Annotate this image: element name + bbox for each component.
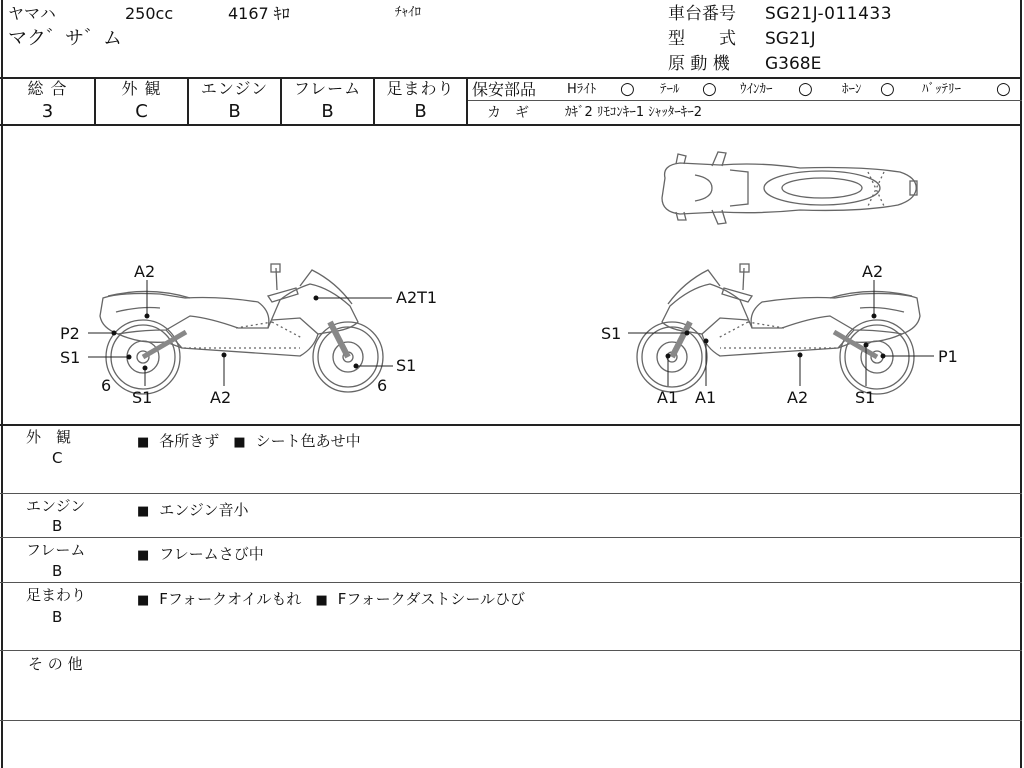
safety-item-winker: ｳｲﾝｶｰ (740, 82, 773, 97)
model-name: マク゛サ゛ム (8, 27, 123, 49)
type-value: SG21J (765, 29, 816, 49)
divider (0, 650, 1022, 651)
scooter-right-side-view (637, 264, 920, 394)
divider (0, 424, 1022, 426)
damage-label: 6 (377, 376, 388, 395)
score-label-engine: エンジン (200, 79, 269, 98)
safety-mark-horn: ○ (880, 79, 895, 99)
score-label-exterior: 外 観 (121, 79, 162, 98)
remark-note: ■ シート色あせ中 (233, 430, 360, 451)
safety-item-battery: ﾊﾞｯﾃﾘｰ (922, 82, 961, 97)
remark-note: ■ フレームさび中 (137, 543, 264, 564)
score-label-frame: フレーム (293, 79, 362, 98)
right-damage-labels (601, 262, 958, 407)
engine-value: G368E (765, 54, 822, 74)
remark-notes-suspension (137, 588, 525, 609)
damage-label: A2 (787, 388, 809, 407)
score-value-engine: B (228, 101, 241, 122)
remark-notes-engine (137, 499, 249, 520)
remark-note: ■ 各所きず (137, 430, 219, 451)
safety-mark-winker: ○ (798, 79, 813, 99)
damage-label: 6 (101, 376, 112, 395)
remark-label-exterior: 外 観 (26, 428, 72, 446)
score-label-overall: 総 合 (27, 79, 68, 98)
divider (0, 493, 1022, 494)
damage-label: A2 (134, 262, 156, 281)
remark-grade-frame: B (52, 562, 63, 580)
engine-label: 原 動 機 (668, 54, 730, 74)
damage-label: P1 (938, 347, 958, 366)
damage-label: P2 (60, 324, 80, 343)
mileage: 4167 ｷﾛ (228, 4, 290, 23)
divider (0, 537, 1022, 538)
remark-notes-exterior (137, 430, 361, 451)
remark-grade-engine: B (52, 517, 63, 535)
score-value-overall: 3 (41, 101, 54, 122)
score-label-suspension: 足まわり (386, 79, 455, 98)
color: ﾁｬｲﾛ (395, 5, 421, 20)
safety-mark-taillight: ○ (702, 79, 717, 99)
safety-item-horn: ﾎｰﾝ (842, 82, 862, 97)
left-damage-labels (60, 262, 437, 407)
score-value-frame: B (321, 101, 334, 122)
keys-value: ｶｷﾞ2 ﾘﾓｺﾝｷｰ1 ｼｬｯﾀｰｷｰ2 (565, 105, 703, 120)
divider (0, 720, 1022, 721)
score-value-suspension: B (414, 101, 427, 122)
remark-note: ■ Fフォークオイルもれ (137, 588, 301, 609)
divider (467, 100, 1022, 101)
remark-label-suspension: 足まわり (26, 586, 87, 604)
remark-label-other: そ の 他 (28, 655, 83, 673)
safety-item-taillight: ﾃｰﾙ (660, 82, 680, 97)
damage-label: S1 (396, 356, 417, 375)
scooter-left-side-view (100, 264, 383, 394)
safety-mark-battery: ○ (996, 79, 1011, 99)
divider (0, 582, 1022, 583)
remark-notes-frame (137, 543, 264, 564)
damage-label: A2T1 (396, 288, 438, 307)
remark-label-engine: エンジン (26, 497, 86, 515)
remark-note: ■ Fフォークダストシールひび (315, 588, 525, 609)
displacement: 250cc (125, 4, 174, 23)
damage-label: A2 (862, 262, 884, 281)
remark-label-frame: フレーム (26, 541, 86, 559)
score-value-exterior: C (135, 101, 148, 122)
remark-note: ■ エンジン音小 (137, 499, 249, 520)
chassis-label: 車台番号 (668, 4, 736, 24)
safety-mark-headlight: ○ (620, 79, 635, 99)
remark-grade-exterior: C (52, 449, 63, 467)
type-label: 型 式 (668, 29, 736, 49)
damage-label: A2 (210, 388, 232, 407)
damage-label: S1 (855, 388, 876, 407)
scooter-top-view (662, 152, 917, 224)
maker: ヤマハ (8, 4, 56, 23)
damage-label: A1 (695, 388, 717, 407)
keys-label: カ ギ (487, 105, 529, 121)
damage-label: S1 (601, 324, 622, 343)
damage-label: A1 (657, 388, 679, 407)
damage-diagram (0, 125, 1022, 424)
remark-grade-suspension: B (52, 608, 63, 626)
damage-label: S1 (132, 388, 153, 407)
chassis-value: SG21J-011433 (765, 4, 893, 24)
safety-label: 保安部品 (472, 80, 537, 99)
damage-label: S1 (60, 348, 81, 367)
safety-item-headlight: Hﾗｲﾄ (567, 82, 597, 97)
